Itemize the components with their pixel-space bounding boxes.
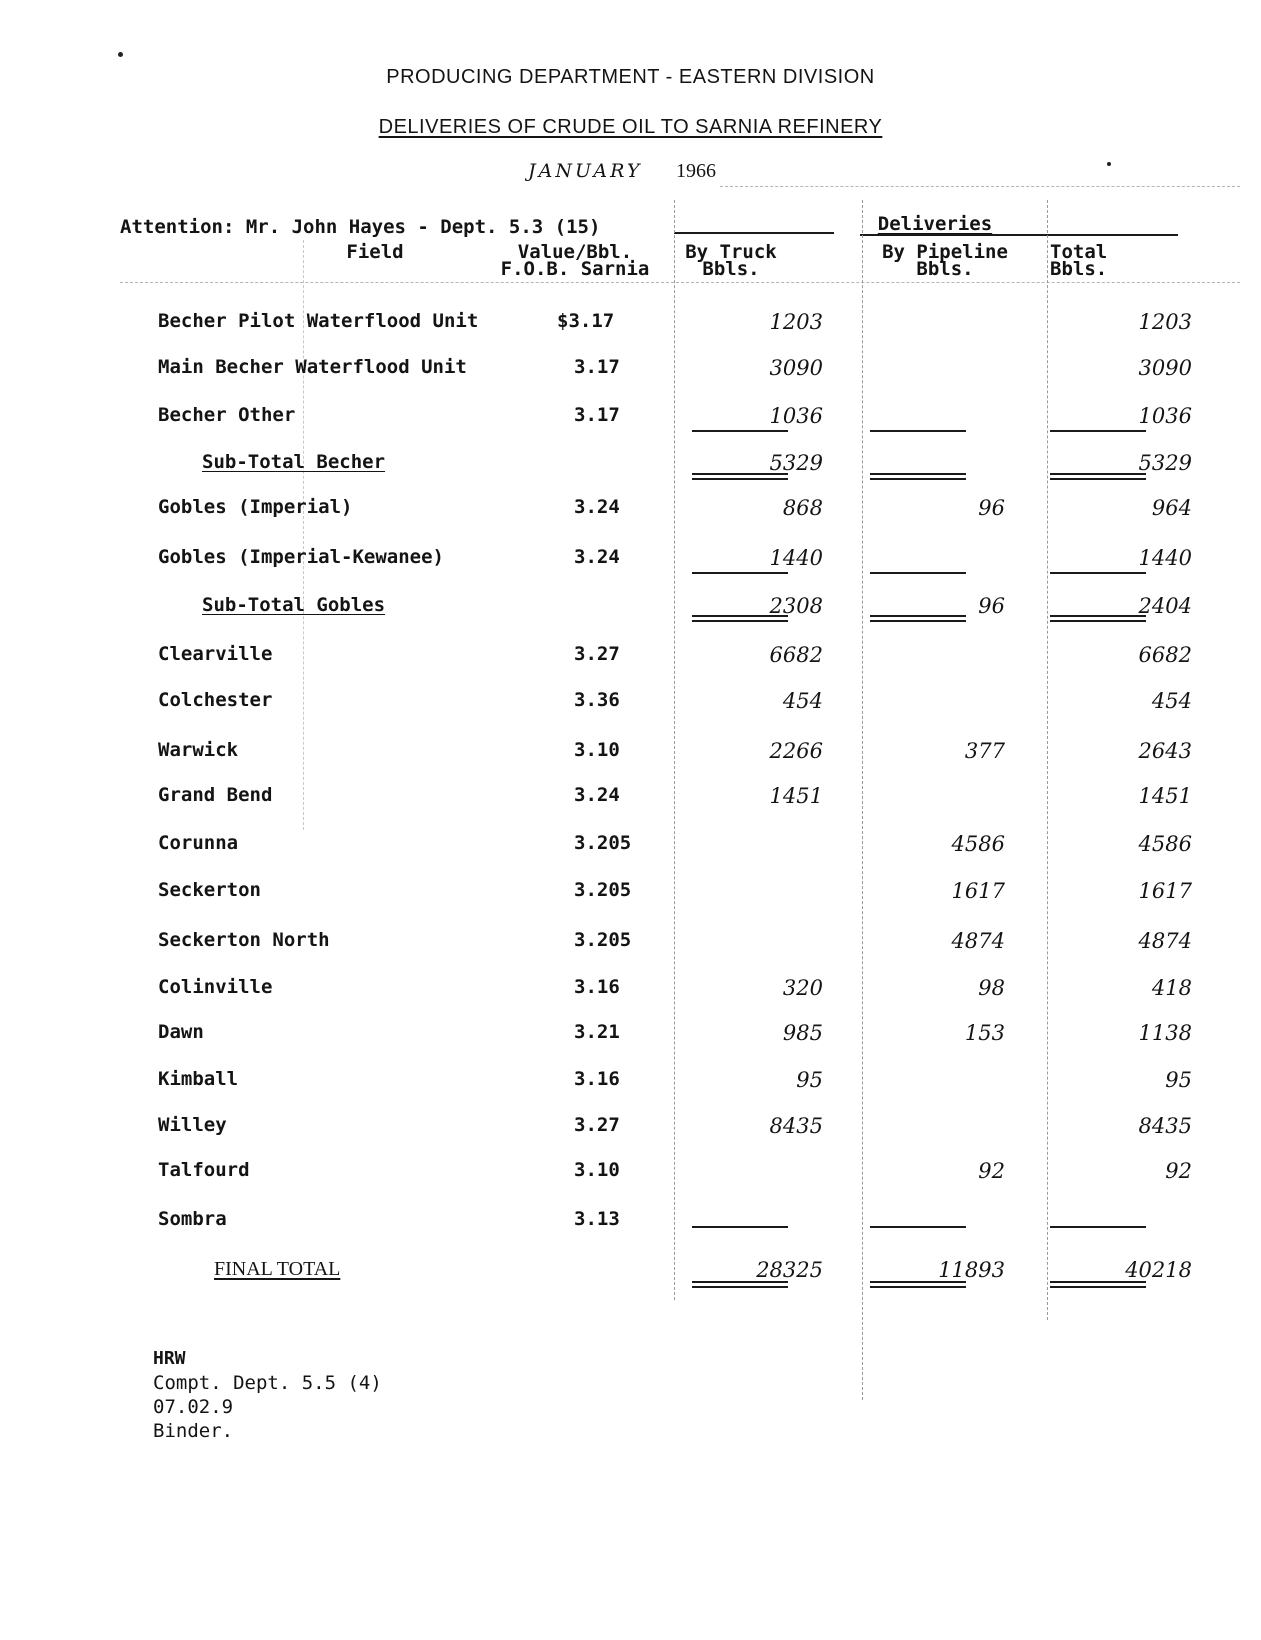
table-row (0, 356, 1261, 386)
total-rule (870, 1226, 966, 1228)
field-cell: FINAL TOTAL (214, 1258, 341, 1280)
table-row (0, 310, 1261, 340)
value-header-line2: F.O.B. Sarnia (500, 258, 650, 280)
value-cell: 3.16 (574, 976, 620, 998)
footer-copy-to: Compt. Dept. 5.5 (4) (153, 1372, 382, 1394)
total-cell: 8435 (1138, 1114, 1192, 1138)
value-cell: $3.17 (557, 310, 615, 332)
value-cell: 3.205 (574, 879, 632, 901)
field-cell: Dawn (158, 1021, 204, 1043)
table-row (0, 1114, 1261, 1144)
pipeline-cell: 4586 (951, 832, 1005, 856)
truck-cell: 5329 (769, 451, 823, 475)
total-double-rule (870, 1281, 966, 1288)
truck-cell: 6682 (769, 643, 823, 667)
field-cell: Gobles (Imperial-Kewanee) (158, 546, 444, 568)
field-cell: Sub-Total Becher (202, 451, 386, 473)
subtotal-double-rule (870, 473, 966, 480)
table-row (0, 689, 1261, 719)
total-double-rule (1050, 1281, 1146, 1288)
field-cell: Talfourd (158, 1159, 250, 1181)
subtotal-rule (870, 572, 966, 574)
subtotal-rule (1050, 430, 1146, 432)
table-row (0, 976, 1261, 1006)
truck-cell: 8435 (769, 1114, 823, 1138)
value-column-header (490, 241, 660, 280)
pipeline-cell: 153 (964, 1021, 1005, 1045)
column-header-rule (120, 282, 1240, 283)
footer-binder: Binder. (153, 1420, 234, 1442)
truck-cell: 95 (796, 1068, 823, 1092)
truck-cell: 1451 (769, 784, 823, 808)
value-cell: 3.10 (574, 1159, 620, 1181)
total-header-line1: Total (1050, 241, 1108, 263)
field-cell: Gobles (Imperial) (158, 496, 353, 518)
table-row (0, 1208, 1261, 1238)
total-header-line2: Bbls. (1050, 258, 1108, 280)
attention-line: Attention: Mr. John Hayes - Dept. 5.3 (15) (120, 216, 601, 238)
total-cell: 1036 (1138, 404, 1192, 428)
field-cell: Becher Other (158, 404, 296, 426)
total-cell: 1617 (1138, 879, 1192, 903)
pipeline-cell: 377 (964, 739, 1005, 763)
ink-speck (118, 52, 123, 57)
pipeline-column-header (870, 241, 1020, 280)
field-cell: Seckerton North (158, 929, 330, 951)
table-row (0, 832, 1261, 862)
subtotal-rule (692, 572, 788, 574)
value-cell: 3.24 (574, 784, 620, 806)
value-cell: 3.27 (574, 1114, 620, 1136)
subtotal-double-rule (692, 615, 788, 622)
pipeline-cell: 92 (978, 1159, 1005, 1183)
report-year: 1966 (676, 160, 716, 182)
deliveries-rule-left (674, 232, 834, 234)
total-rule (692, 1226, 788, 1228)
value-header-line1: Value/Bbl. (517, 241, 633, 263)
field-cell: Colchester (158, 689, 273, 711)
value-cell: 3.21 (574, 1021, 620, 1043)
value-cell: 3.205 (574, 832, 632, 854)
document-title: DELIVERIES OF CRUDE OIL TO SARNIA REFINERY (378, 116, 883, 138)
table-row (0, 784, 1261, 814)
subtotal-double-rule (1050, 615, 1146, 622)
total-cell: 1451 (1138, 784, 1192, 808)
total-cell: 6682 (1138, 643, 1192, 667)
field-cell: Main Becher Waterflood Unit (158, 356, 467, 378)
field-cell: Colinville (158, 976, 273, 998)
footer-initials: HRW (153, 1348, 186, 1369)
table-row (0, 496, 1261, 526)
total-rule (1050, 1226, 1146, 1228)
total-double-rule (692, 1281, 788, 1288)
subtotal-double-rule (692, 473, 788, 480)
total-cell: 1138 (1138, 1021, 1192, 1045)
total-cell: 5329 (1138, 451, 1192, 475)
total-cell: 1203 (1138, 310, 1192, 334)
table-row (0, 1021, 1261, 1051)
truck-cell: 1440 (769, 546, 823, 570)
pipeline-cell: 4874 (951, 929, 1005, 953)
subtotal-double-rule (870, 615, 966, 622)
total-cell: 418 (1151, 976, 1192, 1000)
field-cell: Sombra (158, 1208, 227, 1230)
subtotal-rule (870, 430, 966, 432)
total-cell: 964 (1151, 496, 1192, 520)
truck-header-line2: Bbls. (702, 258, 760, 280)
deliveries-rule-right (860, 234, 1178, 236)
field-cell: Sub-Total Gobles (202, 594, 386, 616)
total-cell: 92 (1165, 1159, 1192, 1183)
field-cell: Warwick (158, 739, 239, 761)
value-cell: 3.36 (574, 689, 620, 711)
table-row (0, 643, 1261, 673)
subtotal-rule (692, 430, 788, 432)
truck-cell: 3090 (769, 356, 823, 380)
truck-cell: 28325 (756, 1258, 823, 1282)
department-heading: PRODUCING DEPARTMENT - EASTERN DIVISION (386, 66, 875, 88)
pipeline-cell: 11893 (938, 1258, 1005, 1282)
truck-cell: 320 (782, 976, 823, 1000)
truck-cell: 1203 (769, 310, 823, 334)
value-cell: 3.27 (574, 643, 620, 665)
truck-cell: 985 (782, 1021, 823, 1045)
pipeline-header-line2: Bbls. (916, 258, 974, 280)
field-cell: Grand Bend (158, 784, 273, 806)
deliveries-heading: Deliveries (877, 213, 993, 235)
pipeline-cell: 1617 (951, 879, 1005, 903)
pipeline-cell: 96 (978, 496, 1005, 520)
total-column-header (1050, 241, 1140, 280)
table-row (0, 739, 1261, 769)
total-cell: 2643 (1138, 739, 1192, 763)
total-cell: 454 (1151, 689, 1192, 713)
field-column-header: Field (346, 241, 404, 263)
truck-cell: 2308 (769, 594, 823, 618)
truck-header-line1: By Truck (685, 241, 777, 263)
ink-speck (1107, 162, 1111, 166)
field-cell: Becher Pilot Waterflood Unit (158, 310, 479, 332)
total-cell: 1440 (1138, 546, 1192, 570)
total-cell: 2404 (1138, 594, 1192, 618)
total-cell: 4586 (1138, 832, 1192, 856)
total-cell: 3090 (1138, 356, 1192, 380)
table-row (0, 1159, 1261, 1189)
pipeline-cell: 96 (978, 594, 1005, 618)
total-cell: 95 (1165, 1068, 1192, 1092)
total-cell: 40218 (1125, 1258, 1192, 1282)
table-row (0, 929, 1261, 959)
value-cell: 3.24 (574, 546, 620, 568)
table-row (0, 1068, 1261, 1098)
field-cell: Clearville (158, 643, 273, 665)
footer-file-number: 07.02.9 (153, 1396, 234, 1418)
field-cell: Kimball (158, 1068, 239, 1090)
table-row (0, 879, 1261, 909)
truck-cell: 454 (782, 689, 823, 713)
pipeline-header-line1: By Pipeline (882, 241, 1008, 263)
value-cell: 3.17 (574, 356, 620, 378)
subtotal-double-rule (1050, 473, 1146, 480)
field-cell: Seckerton (158, 879, 261, 901)
truck-cell: 2266 (769, 739, 823, 763)
value-cell: 3.205 (574, 929, 632, 951)
value-cell: 3.24 (574, 496, 620, 518)
pipeline-cell: 98 (978, 976, 1005, 1000)
header-rule (720, 186, 1240, 187)
truck-cell: 1036 (769, 404, 823, 428)
value-cell: 3.10 (574, 739, 620, 761)
value-cell: 3.13 (574, 1208, 620, 1230)
truck-column-header (676, 241, 786, 280)
truck-cell: 868 (782, 496, 823, 520)
total-cell: 4874 (1138, 929, 1192, 953)
value-cell: 3.16 (574, 1068, 620, 1090)
report-month: JANUARY (528, 160, 643, 182)
subtotal-rule (1050, 572, 1146, 574)
field-cell: Willey (158, 1114, 227, 1136)
value-cell: 3.17 (574, 404, 620, 426)
field-cell: Corunna (158, 832, 239, 854)
